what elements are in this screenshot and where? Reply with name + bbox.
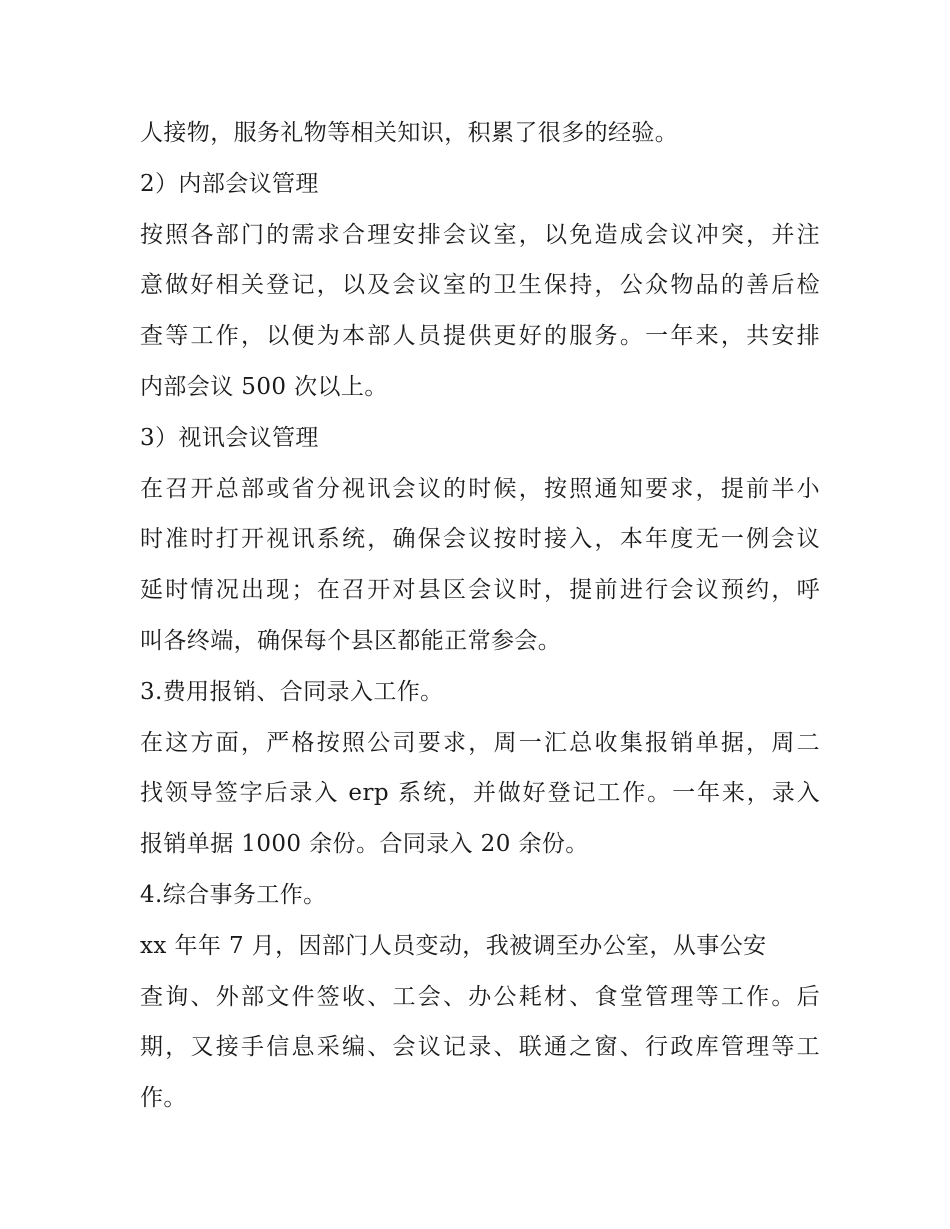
text-line: 在召开总部或省分视讯会议的时候，按照通知要求，提前半小: [140, 475, 820, 502]
text-line: xx 年年 7 月，因部门人员变动，我被调至办公室，从事公安: [140, 932, 767, 959]
text-line: 意做好相关登记，以及会议室的卫生保持，公众物品的善后检: [140, 272, 820, 299]
text-line: 人接物，服务礼物等相关知识，积累了很多的经验。: [140, 120, 679, 146]
text-line: 作。: [140, 1085, 187, 1112]
section-heading-general-affairs: 4.综合事务工作。: [140, 881, 327, 908]
text-line: 期，又接手信息采编、会议记录、联通之窗、行政库管理等工: [140, 1034, 820, 1061]
document-body: [140, 108, 820, 1124]
section-heading-expense: 3.费用报销、合同录入工作。: [140, 678, 444, 705]
text-line: 延时情况出现；在召开对县区会议时，提前进行会议预约，呼: [140, 577, 820, 604]
text-line: 按照各部门的需求合理安排会议室，以免造成会议冲突，并注: [140, 221, 820, 248]
text-line: 报销单据 1000 余份。合同录入 20 余份。: [140, 831, 589, 858]
text-line: 叫各终端，确保每个县区都能正常参会。: [140, 627, 562, 654]
text-line: 查等工作，以便为本部人员提供更好的服务。一年来，共安排: [140, 323, 820, 350]
section-heading-video-meeting: 3）视讯会议管理: [140, 424, 319, 451]
text-line: 时准时打开视讯系统，确保会议按时接入，本年度无一例会议: [140, 526, 820, 553]
section-heading-internal-meeting: 2）内部会议管理: [140, 170, 319, 197]
text-line: 查询、外部文件签收、工会、办公耗材、食堂管理等工作。后: [140, 983, 820, 1010]
text-line: 内部会议 500 次以上。: [140, 373, 388, 400]
text-line: 找领导签字后录入 erp 系统，并做好登记工作。一年来，录入: [140, 780, 820, 807]
text-line: 在这方面，严格按照公司要求，周一汇总收集报销单据，周二: [140, 729, 820, 756]
